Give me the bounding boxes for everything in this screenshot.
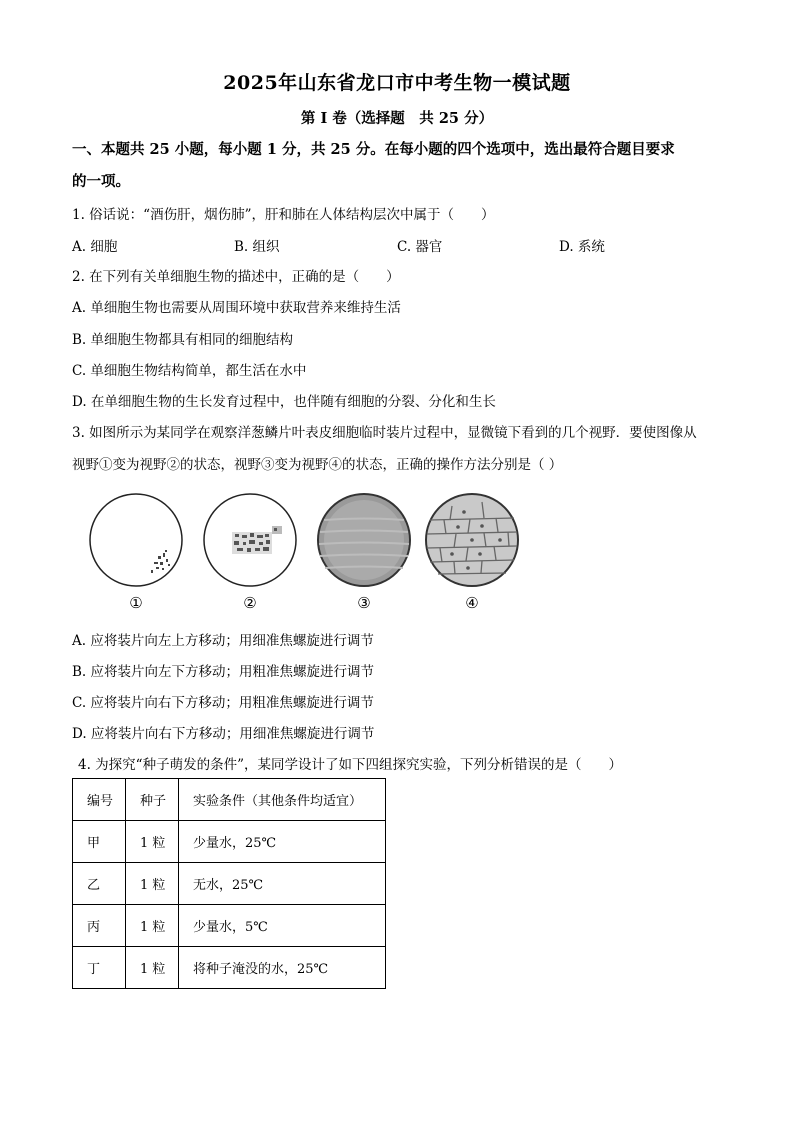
q2-option-b: B. 单细胞生物都具有相同的细胞结构: [72, 332, 294, 348]
microscope-view-2: [202, 490, 298, 590]
table-header-cell: 实验条件（其他条件均适宜）: [179, 779, 386, 821]
q1-option-c: C. 器官: [397, 239, 443, 255]
q3-option-b: B. 应将装片向左下方移动；用粗准焦螺旋进行调节: [72, 664, 375, 680]
microscope-view-3: [316, 490, 412, 590]
q1-stem: 1. 俗话说：“酒伤肝，烟伤肺”，肝和肺在人体结构层次中属于（ ）: [72, 207, 495, 223]
section-instructions: [72, 134, 732, 198]
q1-option-a: A. 细胞: [72, 239, 118, 255]
table-cell: 1 粒: [126, 947, 179, 989]
table-cell: 丁: [73, 947, 126, 989]
table-header-cell: 种子: [126, 779, 179, 821]
table-cell: 丙: [73, 905, 126, 947]
table-row: [73, 947, 386, 989]
table-cell: 甲: [73, 821, 126, 863]
view-1-label: ①: [129, 594, 143, 612]
table-row: [73, 863, 386, 905]
microscope-figure: [88, 490, 518, 615]
table-row: [73, 905, 386, 947]
q2-option-d: D. 在单细胞生物的生长发育过程中，也伴随有细胞的分裂、分化和生长: [72, 394, 496, 410]
table-cell: 少量水，5℃: [179, 905, 386, 947]
q3-option-d: D. 应将装片向右下方移动；用细准焦螺旋进行调节: [72, 726, 375, 742]
seed-experiment-table: [72, 778, 386, 989]
table-cell: 将种子淹没的水，25℃: [179, 947, 386, 989]
microscope-view-1: [88, 490, 184, 590]
q3-option-c: C. 应将装片向右下方移动；用粗准焦螺旋进行调节: [72, 695, 374, 711]
table-cell: 无水，25℃: [179, 863, 386, 905]
table-header-cell: 编号: [73, 779, 126, 821]
table-cell: 1 粒: [126, 905, 179, 947]
table-cell: 1 粒: [126, 863, 179, 905]
section-instructions-line2: 的一项。: [72, 173, 130, 190]
q1-option-d: D. 系统: [559, 239, 605, 255]
q1-option-b: B. 组织: [234, 239, 280, 255]
q3-option-a: A. 应将装片向左上方移动；用细准焦螺旋进行调节: [72, 633, 374, 649]
view-2-label: ②: [243, 594, 257, 612]
q4-stem: 4. 为探究“种子萌发的条件”，某同学设计了如下四组探究实验，下列分析错误的是（ ）: [78, 757, 622, 773]
section-instructions-line1: 一、本题共 25 小题，每小题 1 分，共 25 分。在每小题的四个选项中，选出最符合题目要求: [72, 141, 675, 158]
q3-stem-line2: 视野①变为视野②的状态，视野③变为视野④的状态，正确的操作方法分别是（ ）: [72, 457, 563, 473]
table-row: [73, 821, 386, 863]
view-3-label: ③: [357, 594, 371, 612]
microscope-view-4: [424, 490, 520, 590]
table-header-row: [73, 779, 386, 821]
q3-stem-line1: 3. 如图所示为某同学在观察洋葱鳞片叶表皮细胞临时装片过程中，显微镜下看到的几个视野．要使图像从: [72, 425, 697, 441]
q2-option-a: A. 单细胞生物也需要从周围环境中获取营养来维持生活: [72, 300, 401, 316]
table-cell: 乙: [73, 863, 126, 905]
q2-option-c: C. 单细胞生物结构简单，都生活在水中: [72, 363, 307, 379]
table-cell: 1 粒: [126, 821, 179, 863]
page-title: 2025年山东省龙口市中考生物一模试题: [223, 72, 571, 94]
view-4-label: ④: [465, 594, 479, 612]
table-cell: 少量水，25℃: [179, 821, 386, 863]
page-subtitle: 第 I 卷（选择题 共 25 分）: [300, 110, 494, 127]
q2-stem: 2. 在下列有关单细胞生物的描述中，正确的是（ ）: [72, 269, 400, 285]
